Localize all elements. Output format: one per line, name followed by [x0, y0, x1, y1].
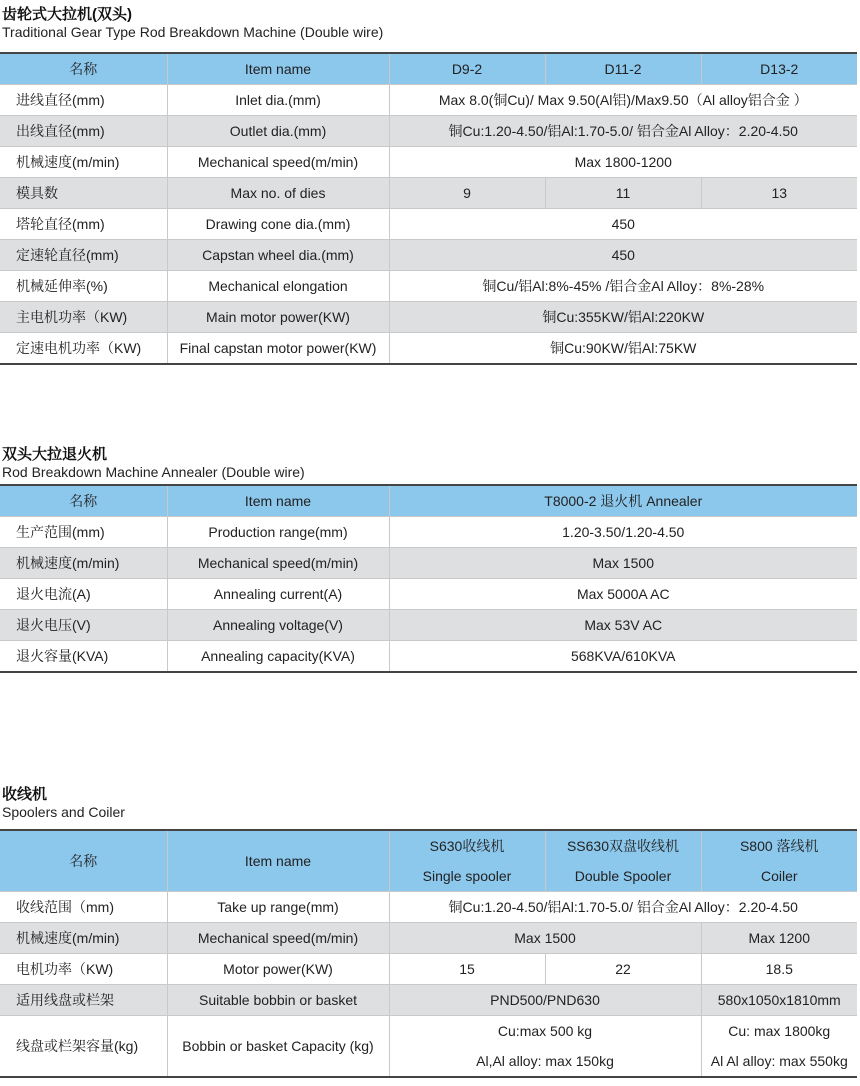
- row-label-cn: 出线直径(mm): [0, 116, 167, 147]
- header-model: [701, 830, 857, 892]
- row-label-en: Bobbin or basket Capacity (kg): [167, 1016, 389, 1078]
- row-label-en: Annealing capacity(KVA): [167, 641, 389, 673]
- row-label-cn: 机械速度(m/min): [0, 923, 167, 954]
- table-row: [0, 923, 857, 954]
- row-value: Max 1200: [701, 923, 857, 954]
- row-value: 铜Cu:1.20-4.50/铝Al:1.70-5.0/ 铝合金Al Alloy：2.20-4.50: [389, 892, 857, 923]
- row-label-en: Outlet dia.(mm): [167, 116, 389, 147]
- header-model: [545, 830, 701, 892]
- row-label-cn: 退火电流(A): [0, 579, 167, 610]
- value-line: Al Al alloy: max 550kg: [710, 1053, 848, 1069]
- table-row: [0, 985, 857, 1016]
- value-line: Cu:max 500 kg: [497, 1023, 593, 1039]
- row-value: 铜Cu:355KW/铝Al:220KW: [389, 302, 857, 333]
- table-row: [0, 116, 857, 147]
- row-value: Max 1500: [389, 923, 701, 954]
- row-label-cn: 机械延伸率(%): [0, 271, 167, 302]
- row-value: 450: [389, 209, 857, 240]
- value-line: Al,Al alloy: max 150kg: [476, 1053, 614, 1069]
- row-label-cn: 线盘或栏架容量(kg): [0, 1016, 167, 1078]
- row-value: 450: [389, 240, 857, 271]
- header-cn: 名称: [0, 53, 167, 85]
- row-value: [389, 1016, 701, 1078]
- header-item: Item name: [167, 485, 389, 517]
- header-model: [389, 830, 545, 892]
- section-title-en: Spoolers and Coiler: [2, 804, 125, 820]
- row-label-cn: 电机功率（KW): [0, 954, 167, 985]
- row-value: Max 8.0(铜Cu)/ Max 9.50(Al铝)/Max9.50（Al alloy铝合金 ）: [389, 85, 857, 116]
- row-label-cn: 适用线盘或栏架: [0, 985, 167, 1016]
- row-value: 铜Cu:90KW/铝Al:75KW: [389, 333, 857, 365]
- row-label-en: Max no. of dies: [167, 178, 389, 209]
- row-value: 9: [389, 178, 545, 209]
- row-label-en: Take up range(mm): [167, 892, 389, 923]
- model-name-cn: S630收线机: [429, 838, 505, 854]
- row-label-cn: 主电机功率（KW): [0, 302, 167, 333]
- header-model: T8000-2 退火机 Annealer: [389, 485, 857, 517]
- value-line: Cu: max 1800kg: [728, 1023, 831, 1039]
- table-row: [0, 240, 857, 271]
- table-row: [0, 1016, 857, 1078]
- row-label-en: Motor power(KW): [167, 954, 389, 985]
- header-cn: 名称: [0, 485, 167, 517]
- spec-table: [0, 484, 857, 673]
- row-label-en: Mechanical speed(m/min): [167, 923, 389, 954]
- header-item: Item name: [167, 53, 389, 85]
- header-model: D9-2: [389, 53, 545, 85]
- row-value: Max 5000A AC: [389, 579, 857, 610]
- model-name-cn: S800 落线机: [739, 838, 819, 854]
- row-value: Max 1500: [389, 548, 857, 579]
- model-name-en: Single spooler: [422, 868, 512, 884]
- row-label-cn: 定速电机功率（KW): [0, 333, 167, 365]
- section-title-cn: 齿轮式大拉机(双头): [2, 6, 132, 23]
- table-row: [0, 178, 857, 209]
- row-value: 568KVA/610KVA: [389, 641, 857, 673]
- table-row: [0, 85, 857, 116]
- row-label-cn: 生产范围(mm): [0, 517, 167, 548]
- section-title-en: Traditional Gear Type Rod Breakdown Machine (Double wire): [2, 24, 384, 40]
- row-label-en: Suitable bobbin or basket: [167, 985, 389, 1016]
- row-label-en: Inlet dia.(mm): [167, 85, 389, 116]
- row-label-en: Production range(mm): [167, 517, 389, 548]
- row-label-cn: 进线直径(mm): [0, 85, 167, 116]
- table-header-row: [0, 485, 857, 517]
- row-label-en: Drawing cone dia.(mm): [167, 209, 389, 240]
- row-value: 580x1050x1810mm: [701, 985, 857, 1016]
- row-label-cn: 模具数: [0, 178, 167, 209]
- table-row: [0, 610, 857, 641]
- row-label-cn: 机械速度(m/min): [0, 548, 167, 579]
- section-title-en: Rod Breakdown Machine Annealer (Double wire): [2, 464, 305, 480]
- spooler-section: [0, 786, 860, 1078]
- header-cn: 名称: [0, 830, 167, 892]
- table-row: [0, 271, 857, 302]
- row-label-cn: 机械速度(m/min): [0, 147, 167, 178]
- row-label-en: Mechanical speed(m/min): [167, 147, 389, 178]
- row-value: PND500/PND630: [389, 985, 701, 1016]
- section-title-cn: 双头大拉退火机: [2, 446, 108, 463]
- row-label-en: Mechanical elongation: [167, 271, 389, 302]
- row-label-en: Annealing voltage(V): [167, 610, 389, 641]
- table-row: [0, 302, 857, 333]
- row-label-cn: 塔轮直径(mm): [0, 209, 167, 240]
- row-value: 15: [389, 954, 545, 985]
- row-value: 铜Cu:1.20-4.50/铝Al:1.70-5.0/ 铝合金Al Alloy：2.20-4.50: [389, 116, 857, 147]
- table-row: [0, 641, 857, 673]
- spec-table: [0, 829, 857, 1078]
- row-value: 22: [545, 954, 701, 985]
- annealer-section: [0, 446, 860, 673]
- row-value: 11: [545, 178, 701, 209]
- row-value: 1.20-3.50/1.20-4.50: [389, 517, 857, 548]
- model-name-cn: SS630双盘收线机: [566, 838, 680, 854]
- table-row: [0, 548, 857, 579]
- row-label-en: Annealing current(A): [167, 579, 389, 610]
- row-label-en: Main motor power(KW): [167, 302, 389, 333]
- row-label-en: Final capstan motor power(KW): [167, 333, 389, 365]
- table-row: [0, 892, 857, 923]
- table-row: [0, 579, 857, 610]
- row-value: 13: [701, 178, 857, 209]
- row-label-cn: 退火电压(V): [0, 610, 167, 641]
- gear-drawing-machine-section: [0, 6, 860, 365]
- table-row: [0, 333, 857, 365]
- table-row: [0, 517, 857, 548]
- row-value: 18.5: [701, 954, 857, 985]
- header-model: D11-2: [545, 53, 701, 85]
- header-model: D13-2: [701, 53, 857, 85]
- row-value: Max 53V AC: [389, 610, 857, 641]
- row-label-cn: 收线范围（mm): [0, 892, 167, 923]
- table-row: [0, 209, 857, 240]
- row-label-en: Capstan wheel dia.(mm): [167, 240, 389, 271]
- table-row: [0, 954, 857, 985]
- table-header-row: [0, 53, 857, 85]
- row-label-en: Mechanical speed(m/min): [167, 548, 389, 579]
- table-row: [0, 147, 857, 178]
- header-item: Item name: [167, 830, 389, 892]
- row-value: [701, 1016, 857, 1078]
- table-header-row: [0, 830, 857, 892]
- row-label-cn: 退火容量(KVA): [0, 641, 167, 673]
- spec-table: [0, 52, 857, 365]
- row-value: 铜Cu/铝Al:8%-45% /铝合金Al Alloy：8%-28%: [389, 271, 857, 302]
- row-label-cn: 定速轮直径(mm): [0, 240, 167, 271]
- model-name-en: Coiler: [760, 868, 798, 884]
- row-value: Max 1800-1200: [389, 147, 857, 178]
- section-title-cn: 收线机: [2, 786, 48, 803]
- model-name-en: Double Spooler: [574, 868, 672, 884]
